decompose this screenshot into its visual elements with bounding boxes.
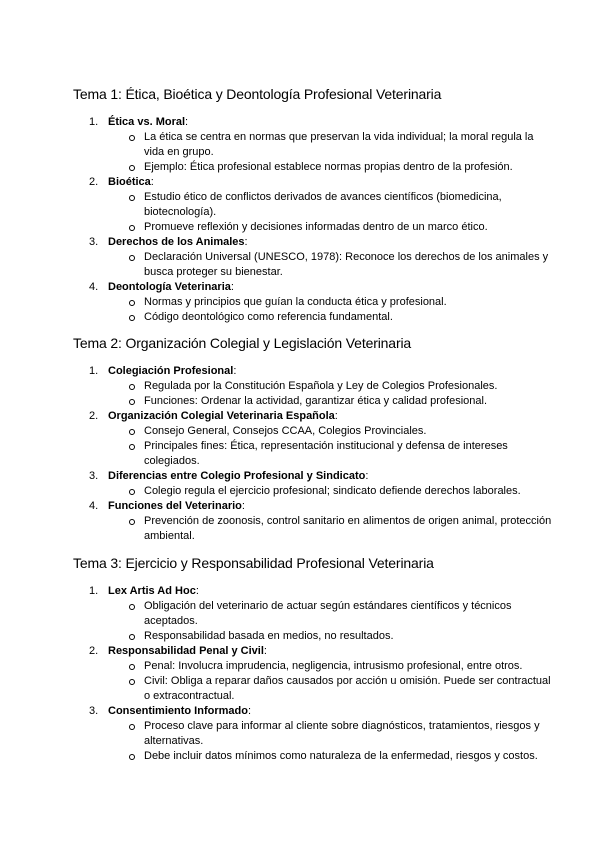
bullet-point: Declaración Universal (UNESCO, 1978): Reconoce los derechos de los animales y busca proteger su bienestar. bbox=[108, 250, 553, 280]
list-item: 4. Deontología Veterinaria: Normas y principios que guían la conducta ética y profesional. Código deontológico como referencia fundamental. bbox=[73, 280, 553, 325]
bullet-point: Civil: Obliga a reparar daños causados por acción u omisión. Puede ser contractual o extracontractual. bbox=[108, 674, 553, 704]
bullet-point: Principales fines: Ética, representación institucional y defensa de intereses colegiados. bbox=[108, 439, 553, 469]
list-item: 2. Organización Colegial Veterinaria Española: Consejo General, Consejos CCAA, Colegios Provinciales. Principales fines: Ética, representación institucional y defensa de intereses colegiados. bbox=[73, 409, 553, 469]
list-item: 2. Bioética: Estudio ético de conflictos derivados de avances científicos (biomedicina, biotecnología). Promueve reflexión y decisiones informadas dentro de un marco ético. bbox=[73, 175, 553, 235]
list-item: 3. Diferencias entre Colegio Profesional y Sindicato: Colegio regula el ejercicio profesional; sindicato defiende derechos laborales. bbox=[73, 469, 553, 499]
item-number: 4. bbox=[89, 281, 99, 293]
list-item: 2. Responsabilidad Penal y Civil: Penal: Involucra imprudencia, negligencia, intrusismo profesional, entre otros. Civil: Obliga a reparar daños causados por acción u omisión. Puede ser contractual o extracontractual. bbox=[73, 644, 553, 704]
item-label: Consentimiento Informado bbox=[108, 705, 248, 717]
item-number: 2. bbox=[89, 176, 99, 188]
bullet-point: Normas y principios que guían la conducta ética y profesional. bbox=[108, 295, 553, 310]
bullet-point: Funciones: Ordenar la actividad, garantizar ética y calidad profesional. bbox=[108, 394, 553, 409]
topic-3 bbox=[73, 554, 553, 764]
item-number: 3. bbox=[89, 236, 99, 248]
item-number: 2. bbox=[89, 645, 99, 657]
item-number: 2. bbox=[89, 410, 99, 422]
item-number: 1. bbox=[89, 116, 99, 128]
item-label: Ética vs. Moral bbox=[108, 116, 186, 128]
item-label: Lex Artis Ad Hoc bbox=[108, 585, 196, 597]
bullet-point: Prevención de zoonosis, control sanitario en alimentos de origen animal, protección ambiental. bbox=[108, 514, 553, 544]
list-item: 1. Ética vs. Moral: La ética se centra en normas que preservan la vida individual; la moral regula la vida en grupo. Ejemplo: Ética profesional establece normas propias dentro de la profesión. bbox=[73, 115, 553, 175]
bullet-point: Promueve reflexión y decisiones informadas dentro de un marco ético. bbox=[108, 220, 553, 235]
topic-items bbox=[73, 584, 553, 764]
item-number: 1. bbox=[89, 585, 99, 597]
item-label: Colegiación Profesional bbox=[108, 365, 234, 377]
item-label: Deontología Veterinaria bbox=[108, 281, 231, 293]
item-label: Responsabilidad Penal y Civil bbox=[108, 645, 264, 657]
list-item: 1. Lex Artis Ad Hoc: Obligación del veterinario de actuar según estándares científicos y técnicos aceptados. Responsabilidad basada en medios, no resultados. bbox=[73, 584, 553, 644]
bullet-point: La ética se centra en normas que preservan la vida individual; la moral regula la vida en grupo. bbox=[108, 130, 553, 160]
bullet-point: Colegio regula el ejercicio profesional; sindicato defiende derechos laborales. bbox=[108, 484, 553, 499]
list-item: 1. Colegiación Profesional: Regulada por la Constitución Española y Ley de Colegios Profesionales. Funciones: Ordenar la actividad, garantizar ética y calidad profesional. bbox=[73, 364, 553, 409]
bullet-point: Penal: Involucra imprudencia, negligencia, intrusismo profesional, entre otros. bbox=[108, 659, 553, 674]
bullet-point: Código deontológico como referencia fundamental. bbox=[108, 310, 553, 325]
bullet-point: Estudio ético de conflictos derivados de avances científicos (biomedicina, biotecnología). bbox=[108, 190, 553, 220]
bullet-point: Obligación del veterinario de actuar según estándares científicos y técnicos aceptados. bbox=[108, 599, 553, 629]
bullet-point: Debe incluir datos mínimos como naturaleza de la enfermedad, riesgos y costos. bbox=[108, 749, 553, 764]
bullet-point: Responsabilidad basada en medios, no resultados. bbox=[108, 629, 553, 644]
item-number: 3. bbox=[89, 705, 99, 717]
item-label: Diferencias entre Colegio Profesional y Sindicato bbox=[108, 470, 366, 482]
topic-1 bbox=[73, 85, 553, 325]
topic-title: Tema 2: Organización Colegial y Legislación Veterinaria bbox=[73, 335, 412, 351]
item-label: Bioética bbox=[108, 176, 151, 188]
item-label: Organización Colegial Veterinaria Española bbox=[108, 410, 335, 422]
bullet-point: Proceso clave para informar al cliente sobre diagnósticos, tratamientos, riesgos y alternativas. bbox=[108, 719, 553, 749]
bullet-point: Regulada por la Constitución Española y Ley de Colegios Profesionales. bbox=[108, 379, 553, 394]
topic-items bbox=[73, 364, 553, 544]
topic-title: Tema 3: Ejercicio y Responsabilidad Profesional Veterinaria bbox=[73, 555, 434, 571]
list-item: 3. Consentimiento Informado: Proceso clave para informar al cliente sobre diagnósticos, tratamientos, riesgos y alternativas. Debe incluir datos mínimos como naturaleza de la enfermedad, riesgos y costos. bbox=[73, 704, 553, 764]
topic-title: Tema 1: Ética, Bioética y Deontología Profesional Veterinaria bbox=[73, 86, 442, 102]
list-item: 3. Derechos de los Animales: Declaración Universal (UNESCO, 1978): Reconoce los derechos de los animales y busca proteger su bienestar. bbox=[73, 235, 553, 280]
bullet-point: Ejemplo: Ética profesional establece normas propias dentro de la profesión. bbox=[108, 160, 553, 175]
list-item: 4. Funciones del Veterinario: Prevención de zoonosis, control sanitario en alimentos de origen animal, protección ambiental. bbox=[89, 500, 552, 542]
topic-items bbox=[73, 115, 553, 325]
item-number: 1. bbox=[89, 365, 99, 377]
item-label: Derechos de los Animales bbox=[108, 236, 245, 248]
item-label: Funciones del Veterinario bbox=[108, 500, 242, 512]
item-number: 3. bbox=[89, 470, 99, 482]
item-number: 4. bbox=[89, 500, 99, 512]
bullet-point: Consejo General, Consejos CCAA, Colegios Provinciales. bbox=[108, 424, 553, 439]
topic-2 bbox=[73, 334, 553, 544]
